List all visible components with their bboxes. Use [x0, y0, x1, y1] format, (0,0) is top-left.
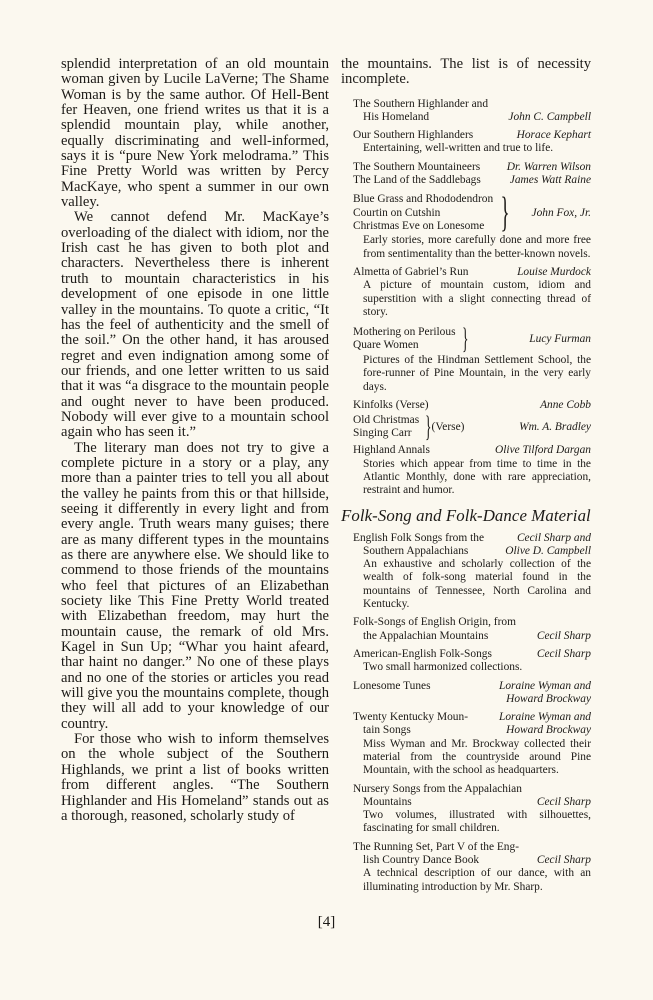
- book-author: Horace Kephart: [516, 129, 591, 142]
- page-number: [4]: [317, 914, 336, 930]
- brace-icon: }: [461, 322, 468, 356]
- book-title: Blue Grass and Rhododendron: [353, 193, 494, 206]
- folk-entry: [353, 680, 591, 707]
- brace-icon: }: [425, 410, 432, 444]
- section-heading: Folk-Song and Folk-Dance Material: [341, 505, 591, 525]
- book-title: His Homeland: [363, 110, 430, 123]
- reading-list-intro: the mountains. The list is of necessity incomplete.: [341, 56, 591, 88]
- book-author: Loraine Wyman and: [499, 679, 591, 692]
- book-entry: [353, 174, 591, 187]
- book-title: Singing Carr: [353, 427, 412, 440]
- book-author: John Fox, Jr.: [531, 206, 591, 219]
- book-title: Highland Annals: [353, 444, 430, 457]
- book-author: Anne Cobb: [540, 399, 591, 412]
- right-column: [341, 57, 591, 899]
- paragraph: splendid interpretation of an old mountain woman given by Lucile LaVerne; The Shame Woman is by the same author. Of Hell-Bent fer Heaven, one friend writes us that it is a splendid mountain play, while another, equally discriminating and well-informed, says it is “pure New York melodrama.” This Fine Pretty World was written by Percy MacKaye, who spent a summer in our own valley.: [61, 56, 329, 211]
- folk-entry: [353, 711, 591, 777]
- book-author: Dr. Warren Wilson: [506, 160, 591, 173]
- book-title: The Southern Highlander and: [353, 97, 489, 110]
- book-title: tain Songs: [363, 724, 411, 737]
- book-description: An exhaustive and scholarly collection of the wealth of folk-song material found in the mountains of Tennessee, North Carolina and Kentucky.: [363, 558, 591, 611]
- book-author: Cecil Sharp: [536, 629, 591, 642]
- book-author: Olive D. Campbell: [505, 544, 591, 557]
- paragraph: For those who wish to inform themselves on the whole subject of the Southern Highlands, we print a list of books written from different angles. “The Southern Highlander and His Homeland” stands out as a thorough, reasoned, scholarly study of: [61, 731, 329, 824]
- book-author: Olive Tilford Dargan: [495, 444, 591, 457]
- book-title: Quare Women: [353, 339, 419, 352]
- folk-entry: [353, 783, 591, 836]
- book-title: Lonesome Tunes: [353, 679, 431, 692]
- left-column: [61, 57, 329, 824]
- verse-note: (Verse): [431, 420, 465, 433]
- book-author: Cecil Sharp and: [516, 531, 591, 544]
- book-entry: [353, 98, 591, 125]
- book-description: Stories which appear from time to time in the Atlantic Monthly, done with rare appreciation, restraint and humor.: [363, 457, 591, 497]
- book-title: the Appalachian Mountains: [363, 629, 489, 642]
- book-title: Mountains: [363, 795, 412, 808]
- book-title: lish Country Dance Book: [363, 854, 480, 867]
- book-author: Cecil Sharp: [536, 647, 591, 660]
- folk-entry: [353, 841, 591, 894]
- book-description: Entertaining, well-written and true to life.: [363, 142, 554, 155]
- book-title: The Running Set, Part V of the Eng-: [353, 840, 519, 853]
- book-title: American-English Folk-Songs: [353, 647, 492, 660]
- book-author: Louise Murdock: [517, 265, 591, 278]
- brace-icon: }: [500, 190, 510, 237]
- book-author: Lucy Furman: [529, 332, 591, 345]
- book-title: Christmas Eve on Lonesome: [353, 220, 485, 233]
- folk-entry: [353, 616, 591, 643]
- book-description: Early stories, more carefully done and more free from sentimentality than the better-known novels.: [363, 234, 591, 260]
- paragraph: The literary man does not try to give a complete picture in a story or a play, any more than a painter tries to tell you all about the valley he paints from this or that hillside, seeing it differently in every light and from every angle. Truth wears many guises; there are as many different types in the mountains as there are anywhere else. We should like to commend to those friends of the mountains who feel that pictures of an Elizabethan society like This Fine Pretty World treated with Elizabethan freedom, may hurt the mountain cause, the remark of old Mrs. Kagel in Sun Up; “Whar you haint afeard, thar haint no danger.” No one of these plays and no one of the stories or articles you read will give you the mountains complete, though they will all add to your knowledge of our country.: [61, 439, 329, 732]
- book-description: A picture of mountain custom, idiom and superstition with a slight connecting thread of story.: [363, 279, 591, 318]
- book-entry: [353, 412, 591, 442]
- book-title: Courtin on Cutshin: [353, 206, 441, 219]
- book-author: Howard Brockway: [506, 724, 591, 737]
- book-description: Two volumes, illustrated with silhouettes, fascinating for small children.: [363, 809, 591, 835]
- book-author: Cecil Sharp: [536, 795, 591, 808]
- book-author: Loraine Wyman and: [499, 711, 591, 724]
- book-title: Old Christmas: [353, 414, 420, 427]
- book-title: The Southern Mountaineers: [353, 160, 481, 173]
- book-title: English Folk Songs from the: [353, 531, 484, 544]
- book-author: Cecil Sharp: [536, 854, 591, 867]
- book-entry: [353, 399, 591, 412]
- folk-entry: [353, 532, 591, 612]
- book-entry: [353, 324, 591, 394]
- book-title: Twenty Kentucky Moun-: [353, 711, 468, 724]
- book-description: A technical description of our dance, with an illuminating introduction by Mr. Sharp.: [363, 867, 591, 893]
- book-entry: [353, 161, 591, 174]
- book-entry: [353, 444, 591, 497]
- book-title: Southern Appalachians: [363, 544, 469, 557]
- book-author: John C. Campbell: [508, 110, 591, 123]
- book-title: Nursery Songs from the Appalachian: [353, 782, 522, 795]
- book-title: Mothering on Perilous: [353, 325, 456, 338]
- book-author: Wm. A. Bradley: [519, 420, 591, 433]
- book-author: James Watt Raine: [509, 174, 591, 187]
- folk-entry: [353, 648, 591, 675]
- book-description: Pictures of the Hindman Settlement School, the fore-runner of Pine Mountain, in the very early days.: [363, 354, 591, 393]
- paragraph: We cannot defend Mr. MacKaye’s overloading of the dialect with idiom, nor the Irish cast he has given to both plot and characters. Nevertheless there is inherent truth to mountain characteristics in his development of one episode in one little valley in the mountains. To quote a critic, “It has the feel of authenticity and the smell of the soil.” On the other hand, it has aroused regret and even indignation among some of our friends, and one letter written to us said that it was “a disgrace to the mountain people and ought never to have been produced. Nobody will ever give to a mountain school again who has seen it.”: [61, 209, 329, 441]
- book-title: Kinfolks (Verse): [353, 399, 429, 412]
- book-entry: [353, 192, 591, 261]
- book-title: Almetta of Gabriel’s Run: [353, 265, 469, 278]
- book-author: Howard Brockway: [506, 692, 591, 705]
- book-description: Two small harmonized collections.: [363, 661, 523, 674]
- book-description: Miss Wyman and Mr. Brockway collected their material from the countryside around Pine Mountain, with the school as headquarters.: [363, 737, 591, 777]
- book-entry: [353, 129, 591, 156]
- book-entry: [353, 266, 591, 319]
- book-title: Folk-Songs of English Origin, from: [353, 616, 516, 629]
- book-title: Our Southern Highlanders: [353, 129, 474, 142]
- book-title: The Land of the Saddlebags: [353, 174, 481, 187]
